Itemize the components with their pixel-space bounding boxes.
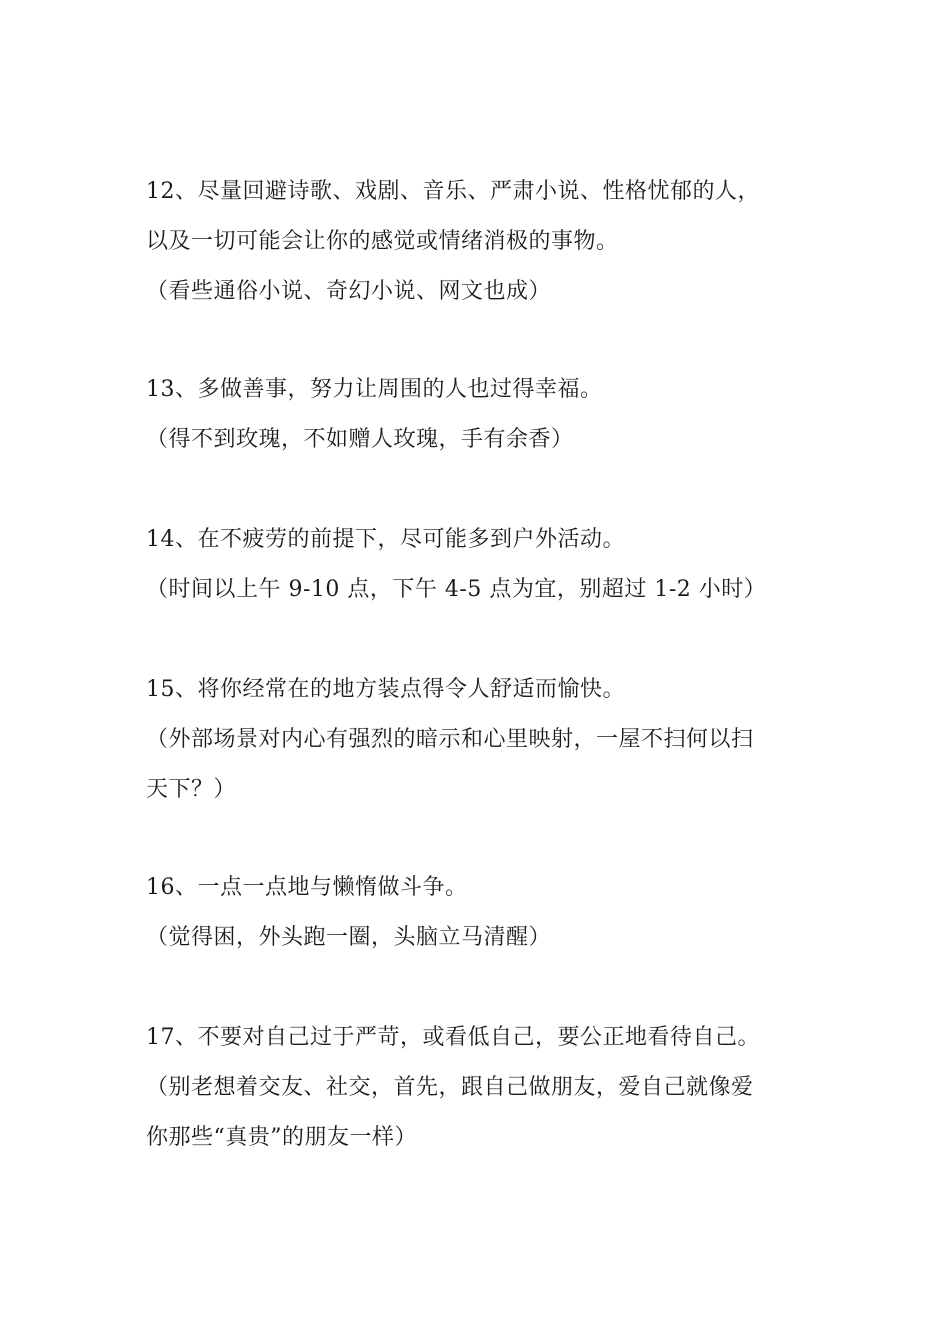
item-16-heading: 16、一点一点地与懒惰做斗争。 [146,875,468,900]
item-12-heading: 12、尽量回避诗歌、戏剧、音乐、严肃小说、性格忧郁的人， [146,179,760,204]
item-17-heading: 17、不要对自己过于严苛，或看低自己，要公正地看待自己。 [146,1025,760,1050]
item-14-heading: 14、在不疲劳的前提下，尽可能多到户外活动。 [146,527,625,552]
item-17-note-continued: 你那些“真贵”的朋友一样） [146,1125,417,1150]
item-13-heading: 13、多做善事，努力让周围的人也过得幸福。 [146,377,603,402]
item-17-note: （别老想着交友、社交，首先，跟自己做朋友，爱自己就像爱 [146,1075,754,1100]
item-12-note: （看些通俗小说、奇幻小说、网文也成） [146,279,552,304]
item-15-heading: 15、将你经常在的地方装点得令人舒适而愉快。 [146,677,625,702]
item-15-note: （外部场景对内心有强烈的暗示和心里映射，一屋不扫何以扫 [146,727,754,752]
item-14-note: （时间以上午 9-10 点，下午 4-5 点为宜，别超过 1-2 小时） [146,577,767,602]
item-16-note: （觉得困，外头跑一圈，头脑立马清醒） [146,925,552,950]
item-13-note: （得不到玫瑰，不如赠人玫瑰，手有余香） [146,427,574,452]
item-12-heading-continued: 以及一切可能会让你的感觉或情绪消极的事物。 [146,229,619,254]
item-15-note-continued: 天下？） [146,777,237,802]
